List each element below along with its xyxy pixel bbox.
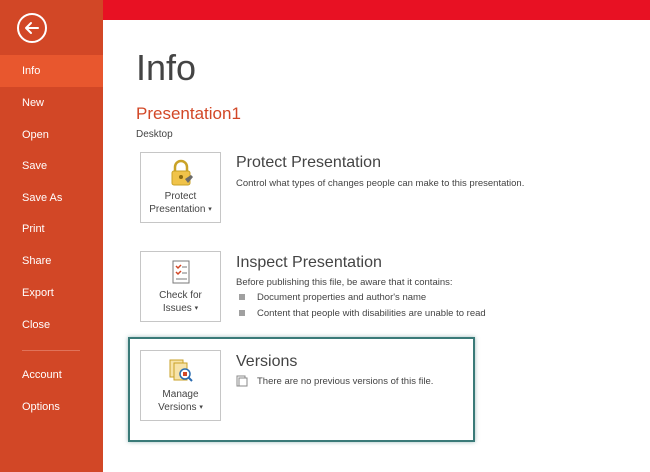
manage-versions-button[interactable] bbox=[140, 350, 221, 421]
inspect-tile-line2: Issues bbox=[162, 303, 192, 315]
sidebar-item-account[interactable]: Account bbox=[22, 369, 62, 381]
chevron-down-icon: ▾ bbox=[208, 206, 212, 213]
sidebar-item-info[interactable]: Info bbox=[0, 55, 103, 87]
protect-tile-line1: Protect bbox=[164, 191, 197, 202]
inspect-description: Before publishing this file, be aware that it contains: bbox=[236, 277, 453, 288]
inspect-title: Inspect Presentation bbox=[236, 254, 382, 271]
sidebar-item-close[interactable]: Close bbox=[22, 319, 51, 331]
lock-icon bbox=[167, 159, 195, 187]
versions-title: Versions bbox=[236, 353, 298, 370]
sidebar-item-options[interactable]: Options bbox=[22, 401, 60, 413]
versions-tile-line2: Versions bbox=[158, 402, 197, 414]
versions-description: There are no previous versions of this file. bbox=[257, 376, 434, 387]
chevron-down-icon: ▾ bbox=[194, 305, 199, 312]
document-versions-icon bbox=[167, 357, 195, 385]
sidebar-item-open[interactable]: Open bbox=[22, 129, 49, 141]
protect-tile-line2: Presentation bbox=[149, 204, 206, 216]
inspect-tile-label bbox=[141, 289, 220, 315]
backstage-sidebar bbox=[0, 0, 103, 472]
sidebar-divider bbox=[22, 350, 80, 351]
inspect-bullet-item: Document properties and author's name bbox=[257, 292, 427, 303]
protect-description: Control what types of changes people can make to this presentation. bbox=[236, 178, 525, 189]
protect-presentation-button[interactable] bbox=[140, 152, 221, 223]
protect-tile-label bbox=[141, 190, 220, 216]
sidebar-item-save[interactable]: Save bbox=[22, 160, 48, 172]
bullet-icon bbox=[239, 294, 245, 300]
inspect-tile-line1: Check for bbox=[159, 290, 202, 301]
sidebar-item-save-as[interactable]: Save As bbox=[22, 192, 63, 204]
checklist-icon bbox=[167, 258, 195, 286]
title-bar bbox=[103, 0, 650, 20]
check-for-issues-button[interactable] bbox=[140, 251, 221, 322]
protect-title: Protect Presentation bbox=[236, 154, 381, 171]
sidebar-item-export[interactable]: Export bbox=[22, 287, 54, 299]
sidebar-item-new[interactable]: New bbox=[22, 97, 45, 109]
back-arrow-icon[interactable] bbox=[17, 13, 47, 43]
bullet-icon bbox=[239, 310, 245, 316]
document-name: Presentation1 bbox=[136, 104, 241, 123]
inspect-bullet-item: Content that people with disabilities are unable to read bbox=[257, 308, 486, 319]
sidebar-item-print[interactable]: Print bbox=[22, 223, 45, 235]
page-title: Info bbox=[136, 47, 197, 88]
chevron-down-icon: ▾ bbox=[199, 404, 203, 411]
versions-tile-label bbox=[141, 388, 220, 414]
document-icon bbox=[236, 375, 248, 387]
versions-tile-line1: Manage bbox=[162, 389, 199, 400]
sidebar-item-share[interactable]: Share bbox=[22, 255, 52, 267]
document-location: Desktop bbox=[136, 129, 173, 140]
